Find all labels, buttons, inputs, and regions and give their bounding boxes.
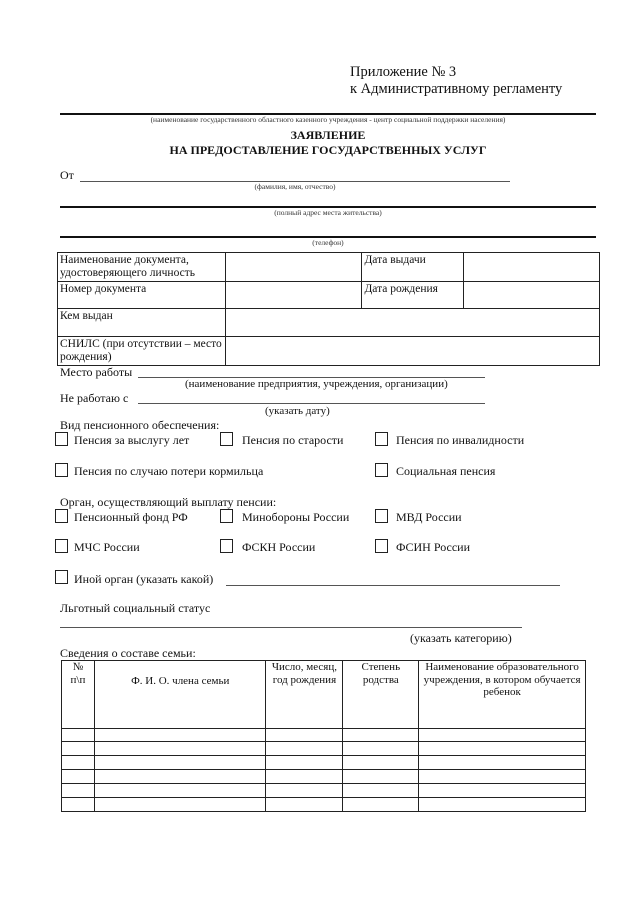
family-cell[interactable] — [266, 784, 343, 798]
family-col-fio: Ф. И. О. члена семьи — [94, 661, 266, 729]
family-cell[interactable] — [343, 798, 419, 812]
family-cell[interactable] — [62, 756, 95, 770]
payer-other-field[interactable] — [226, 585, 560, 586]
family-cell[interactable] — [62, 729, 95, 742]
fio-hint: (фамилия, имя, отчество) — [254, 182, 336, 191]
pension-disability-label: Пенсия по инвалидности — [396, 433, 525, 447]
family-label: Сведения о составе семьи: — [60, 646, 196, 660]
family-col-birthdate: Число, месяц, год рождения — [266, 661, 343, 729]
payer-other-label: Иной орган (указать какой) — [74, 572, 214, 586]
family-cell[interactable] — [419, 729, 586, 742]
issued-by-field[interactable] — [225, 309, 599, 337]
form-title-line-2: НА ПРЕДОСТАВЛЕНИЕ ГОСУДАРСТВЕННЫХ УСЛУГ — [169, 143, 487, 157]
family-col-relation: Степень родства — [343, 661, 419, 729]
social-status-field[interactable] — [60, 627, 522, 628]
family-cell[interactable] — [419, 784, 586, 798]
family-cell[interactable] — [94, 798, 266, 812]
payer-mvd-label: МВД России — [396, 510, 462, 524]
family-row — [62, 784, 586, 798]
family-cell[interactable] — [343, 756, 419, 770]
doc-name-label: Наименование документа, удостоверяющего личность — [58, 253, 226, 282]
pension-seniority-label: Пенсия за выслугу лет — [74, 433, 190, 447]
payer-pfr-checkbox[interactable] — [55, 509, 68, 523]
not-working-label: Не работаю с — [60, 391, 129, 405]
family-cell[interactable] — [62, 798, 95, 812]
family-cell[interactable] — [266, 742, 343, 756]
payer-mvd-checkbox[interactable] — [375, 509, 388, 523]
family-cell[interactable] — [343, 729, 419, 742]
family-row — [62, 729, 586, 742]
family-cell[interactable] — [62, 742, 95, 756]
payer-fsin-label: ФСИН России — [396, 540, 470, 554]
pension-social-checkbox[interactable] — [375, 463, 388, 477]
form-title-line-1: ЗАЯВЛЕНИЕ — [290, 128, 366, 142]
family-cell[interactable] — [94, 742, 266, 756]
pension-disability-checkbox[interactable] — [375, 432, 388, 446]
payer-fskn-checkbox[interactable] — [220, 539, 233, 553]
family-row — [62, 756, 586, 770]
family-cell[interactable] — [94, 729, 266, 742]
pension-survivor-label: Пенсия по случаю потери кормильца — [74, 464, 264, 478]
doc-name-field[interactable] — [225, 253, 362, 282]
pension-old-age-label: Пенсия по старости — [242, 433, 344, 447]
snils-field[interactable] — [225, 337, 599, 366]
pension-seniority-checkbox[interactable] — [55, 432, 68, 446]
family-cell[interactable] — [419, 770, 586, 784]
payer-fsin-checkbox[interactable] — [375, 539, 388, 553]
family-cell[interactable] — [94, 784, 266, 798]
address-hint: (полный адрес места жительства) — [274, 208, 382, 217]
appendix-line-1: Приложение № 3 — [350, 64, 457, 80]
social-status-hint: (указать категорию) — [410, 631, 512, 645]
pension-type-label: Вид пенсионного обеспечения: — [60, 418, 220, 432]
payer-fskn-label: ФСКН России — [242, 540, 316, 554]
payer-label: Орган, осуществляющий выплату пенсии: — [60, 495, 277, 509]
not-working-date-field[interactable] — [138, 403, 485, 404]
family-col-number: № п\п — [62, 661, 95, 729]
family-cell[interactable] — [94, 756, 266, 770]
family-cell[interactable] — [343, 784, 419, 798]
social-status-label: Льготный социальный статус — [60, 601, 211, 615]
issued-by-label: Кем выдан — [58, 309, 226, 337]
payer-other-checkbox[interactable] — [55, 570, 68, 584]
doc-number-field[interactable] — [225, 282, 362, 309]
family-cell[interactable] — [419, 798, 586, 812]
phone-hint: (телефон) — [312, 238, 344, 247]
family-col-school: Наименование образовательного учреждения, в котором обучается ребенок — [419, 661, 586, 729]
not-working-hint: (указать дату) — [265, 405, 330, 417]
appendix-line-2: к Административному регламенту — [350, 81, 563, 97]
family-row — [62, 742, 586, 756]
snils-label: СНИЛС (при отсутствии – место рождения) — [58, 337, 226, 366]
family-row — [62, 798, 586, 812]
id-document-table — [57, 252, 600, 366]
family-table — [61, 660, 586, 812]
family-cell[interactable] — [343, 742, 419, 756]
family-cell[interactable] — [266, 729, 343, 742]
family-cell[interactable] — [266, 798, 343, 812]
family-cell[interactable] — [419, 742, 586, 756]
payer-pfr-label: Пенсионный фонд РФ — [74, 510, 188, 524]
institution-hint: (наименование государственного областного казенного учреждения - центр социальной поддержки населения) — [150, 115, 506, 124]
payer-mchs-label: МЧС России — [74, 540, 140, 554]
workplace-label: Место работы — [60, 365, 133, 379]
payer-mod-label: Минобороны России — [242, 510, 350, 524]
birth-date-field[interactable] — [464, 282, 600, 309]
from-label: От — [60, 168, 74, 182]
issue-date-label: Дата выдачи — [362, 253, 464, 282]
pension-survivor-checkbox[interactable] — [55, 463, 68, 477]
payer-mod-checkbox[interactable] — [220, 509, 233, 523]
family-cell[interactable] — [419, 756, 586, 770]
family-cell[interactable] — [62, 784, 95, 798]
pension-old-age-checkbox[interactable] — [220, 432, 233, 446]
family-cell[interactable] — [266, 770, 343, 784]
payer-mchs-checkbox[interactable] — [55, 539, 68, 553]
doc-number-label: Номер документа — [58, 282, 226, 309]
workplace-hint: (наименование предприятия, учреждения, организации) — [185, 378, 448, 390]
family-cell[interactable] — [266, 756, 343, 770]
pension-social-label: Социальная пенсия — [396, 464, 496, 478]
family-cell[interactable] — [62, 770, 95, 784]
family-row — [62, 770, 586, 784]
family-cell[interactable] — [343, 770, 419, 784]
issue-date-field[interactable] — [464, 253, 600, 282]
birth-date-label: Дата рождения — [362, 282, 464, 309]
family-cell[interactable] — [94, 770, 266, 784]
